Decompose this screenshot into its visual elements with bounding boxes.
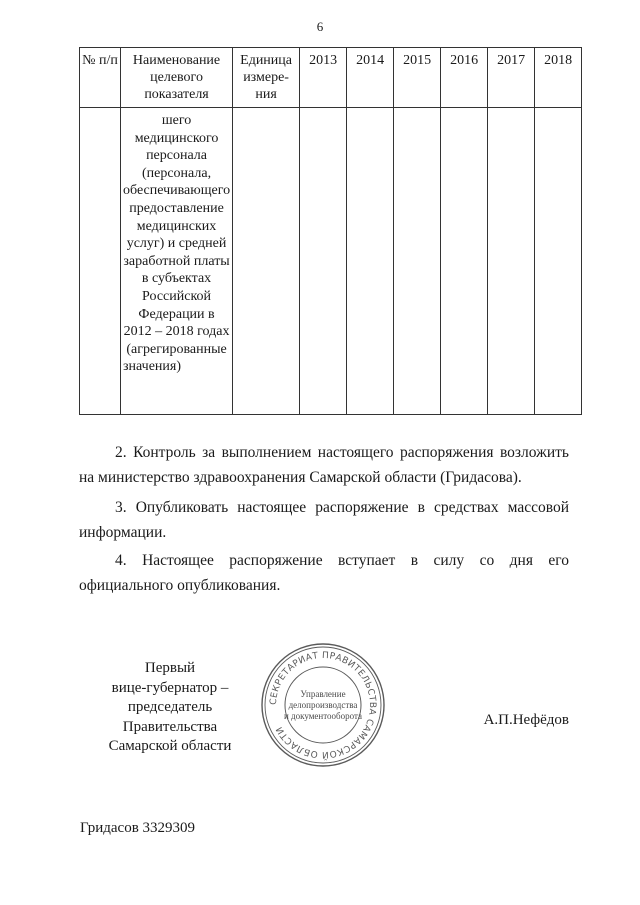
signatory-title <box>80 659 260 757</box>
cell-no <box>80 108 121 415</box>
paragraph-2: 2. Контроль за выполнением настоящего распоряжения возложить на министерство здравоохранения Самарской области (Гридасова). <box>79 444 569 486</box>
header-year-2015: 2015 <box>394 48 441 108</box>
signatory-title-line: председатель Правительства <box>122 699 218 735</box>
stamp-center-line: Управление <box>300 689 346 699</box>
header-name: Наименование целевого показателя <box>121 48 233 108</box>
stamp-center-line: и документооборота <box>283 711 363 721</box>
cell-2015 <box>394 108 441 415</box>
executor-info: Гридасов 3329309 <box>80 820 196 836</box>
cell-2018 <box>535 108 582 415</box>
signatory-title-line: вице-губернатор – <box>111 679 229 696</box>
cell-unit <box>233 108 300 415</box>
signatory-name: А.П.Нефёдов <box>483 712 569 728</box>
header-no: № п/п <box>80 48 121 108</box>
stamp-center-line: делопроизводства <box>288 700 358 710</box>
header-year-2016: 2016 <box>441 48 488 108</box>
page-number: 6 <box>316 19 324 34</box>
cell-2014 <box>347 108 394 415</box>
cell-2016 <box>441 108 488 415</box>
signatory-title-line: Первый <box>144 660 196 676</box>
header-year-2017: 2017 <box>488 48 535 108</box>
official-stamp <box>259 641 387 769</box>
cell-2013 <box>300 108 347 415</box>
header-unit: Единица измере-ния <box>233 48 300 108</box>
paragraph-3: 3. Опубликовать настоящее распоряжение в средствах массовой информации. <box>79 499 569 541</box>
stamp-icon <box>259 641 387 769</box>
header-year-2014: 2014 <box>347 48 394 108</box>
header-year-2013: 2013 <box>300 48 347 108</box>
indicator-name-continuation: шего медицинского персонала (персонала, обеспечивающего предоставление медицинских услуг) и средней заработной платы в субъектах Российской Федерации в 2012 – 2018 годах (агрегированные значения) <box>121 108 233 415</box>
table-row <box>80 108 582 415</box>
cell-2017 <box>488 108 535 415</box>
indicator-table <box>79 47 582 415</box>
stamp-ring-text: СЕКРЕТАРИАТ ПРАВИТЕЛЬСТВА САМАРСКОЙ ОБЛАСТИ <box>268 650 378 760</box>
table-header-row <box>80 48 582 108</box>
header-year-2018: 2018 <box>535 48 582 108</box>
signatory-title-line: Самарской области <box>108 738 232 754</box>
paragraph-4: 4. Настоящее распоряжение вступает в силу со дня его официального опубликования. <box>79 552 569 594</box>
